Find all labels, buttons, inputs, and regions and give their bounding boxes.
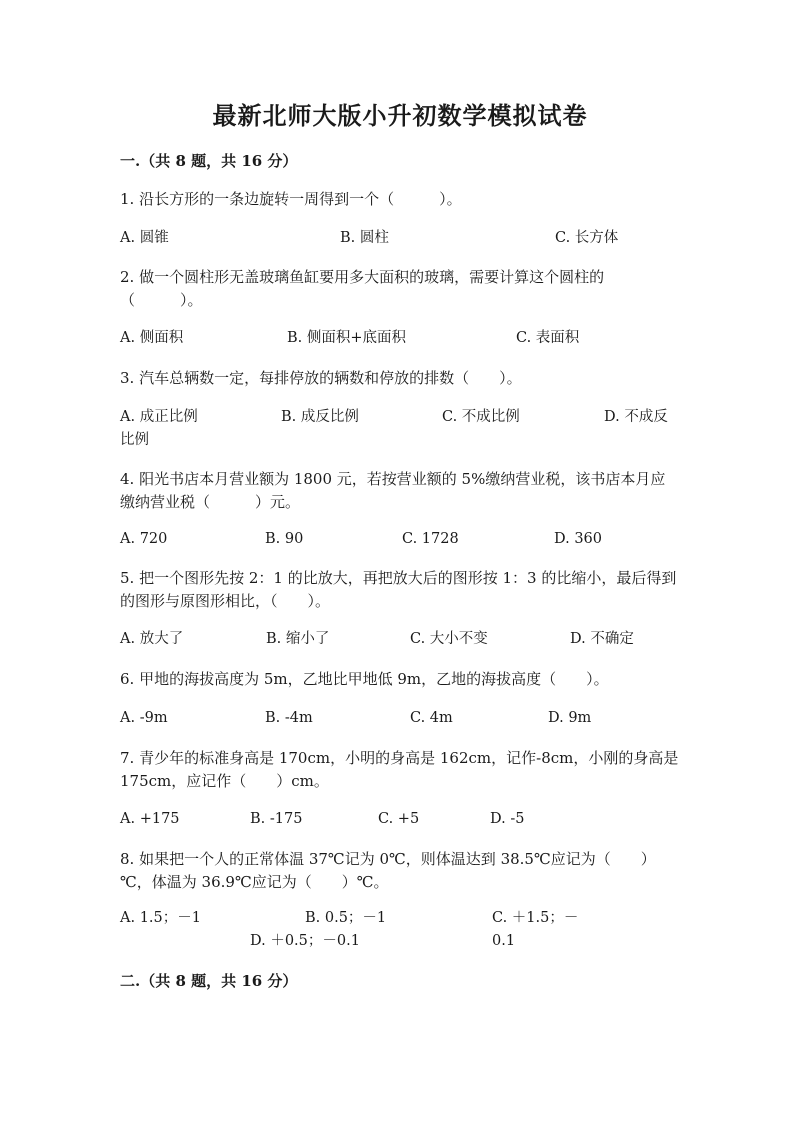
question-3-option-b: B. 成反比例 [281,409,359,425]
question-1-option-b: B. 圆柱 [340,230,389,246]
question-6-option-c: C. 4m [410,710,453,726]
question-7-option-c: C. +5 [378,811,420,827]
question-7-options [120,808,680,832]
question-5-options [120,628,680,652]
question-1-option-c: C. 长方体 [555,230,619,246]
question-4-stem: 4. 阳光书店本月营业额为 1800 元，若按营业额的 5%缴纳营业税，该书店本月应缴纳营业税（ ）元。 [120,470,666,511]
section-heading-2: 二.（共 8 题，共 16 分） [120,972,298,990]
question-7-option-d: D. -5 [490,811,525,827]
question-8-stem: 8. 如果把一个人的正常体温 37℃记为 0℃，则体温达到 38.5℃应记为（ ）℃，体温为 36.9℃应记为（ ）℃。 [120,850,656,891]
question-6-stem: 6. 甲地的海拔高度为 5m，乙地比甲地低 9m，乙地的海拔高度（ ）。 [120,670,609,688]
question-4-option-a: A. 720 [120,531,168,547]
question-6-options [120,707,680,731]
question-4-option-b: B. 90 [265,531,304,547]
page-title: 最新北师大版小升初数学模拟试卷 [212,101,588,130]
question-5-stem: 5. 把一个图形先按 2：1 的比放大，再把放大后的图形按 1：3 的比缩小，最后得到的图形与原图形相比，（ ）。 [120,569,677,610]
question-8-option-b: B. 0.5；－1 [305,910,387,926]
section-heading-1: 一.（共 8 题，共 16 分） [120,152,298,170]
question-3-option-c: C. 不成比例 [442,409,520,425]
question-7-option-a: A. +175 [120,811,180,827]
question-3-option-d: D. 不成反比例 [120,409,668,448]
question-5-option-a: A. 放大了 [120,631,184,647]
question-5-option-c: C. 大小不变 [410,631,488,647]
question-1-stem: 1. 沿长方形的一条边旋转一周得到一个（ ）。 [120,190,462,208]
question-8-options [120,907,680,953]
question-4-option-d: D. 360 [554,531,603,547]
question-8-option-c: C. ＋1.5；－0.1 [492,910,579,949]
question-5-option-d: D. 不确定 [570,631,634,647]
question-8-option-d: D. ＋0.5；－0.1 [250,933,360,949]
question-2-option-a: A. 侧面积 [120,330,184,346]
question-7-stem: 7. 青少年的标准身高是 170cm，小明的身高是 162cm，记作-8cm，小刚的身高是 175cm，应记作（ ）cm。 [120,749,679,790]
question-1-options [120,227,680,251]
question-3-option-a: A. 成正比例 [120,409,198,425]
question-8-option-a: A. 1.5；－1 [120,910,201,926]
question-2-options [120,327,680,351]
question-3-options [120,406,680,452]
question-1-option-a: A. 圆锥 [120,230,169,246]
question-7-option-b: B. -175 [250,811,303,827]
question-6-option-a: A. -9m [120,710,168,726]
question-2-option-b: B. 侧面积+底面积 [287,330,407,346]
question-2-stem: 2. 做一个圆柱形无盖玻璃鱼缸要用多大面积的玻璃，需要计算这个圆柱的（ ）。 [120,268,605,309]
question-2-option-c: C. 表面积 [516,330,580,346]
question-6-option-d: D. 9m [548,710,592,726]
question-3-stem: 3. 汽车总辆数一定，每排停放的辆数和停放的排数（ ）。 [120,369,522,387]
question-5-option-b: B. 缩小了 [266,631,330,647]
question-6-option-b: B. -4m [265,710,313,726]
question-4-options [120,528,680,552]
question-4-option-c: C. 1728 [402,531,459,547]
